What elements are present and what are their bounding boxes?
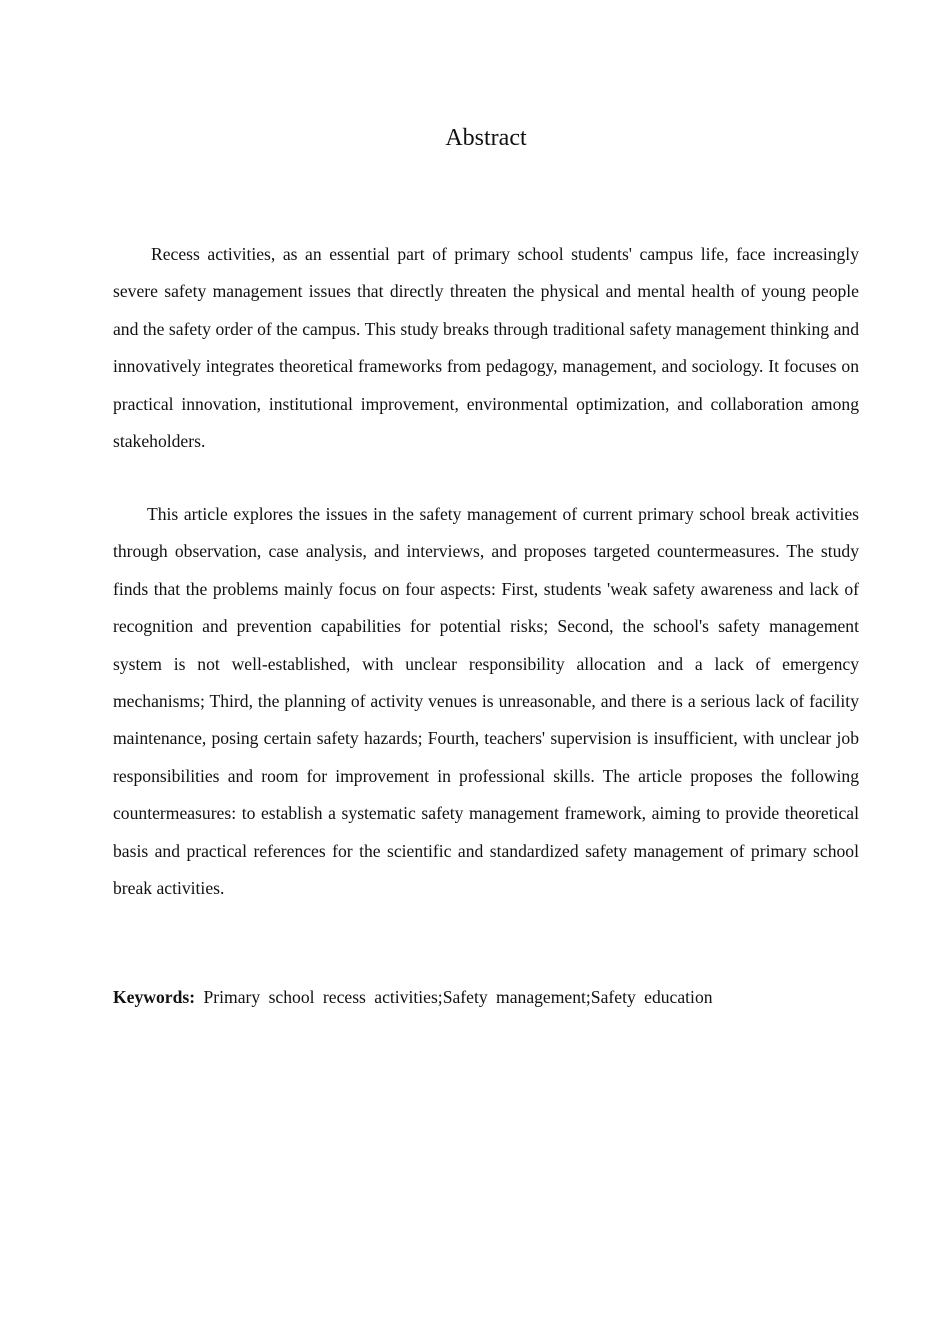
keywords-label: Keywords: [113, 987, 196, 1007]
abstract-paragraph-2: This article explores the issues in the safety management of current primary school break activities through observation, case analysis, and interviews, and proposes targeted countermeasures. The study finds that the problems mainly focus on four aspects: First, students 'weak safety awareness and lack of recognition and prevention capabilities for potential risks; Second, the school's safety management system is not well-established, with unclear responsibility allocation and a lack of emergency mechanisms; Third, the planning of activity venues is unreasonable, and there is a serious lack of facility maintenance, posing certain safety hazards; Fourth, teachers' supervision is insufficient, with unclear job responsibilities and room for improvement in professional skills. The article proposes the following countermeasures: to establish a systematic safety management framework, aiming to provide theoretical basis and practical references for the scientific and standardized safety management of primary school break activities. [113, 504, 859, 899]
abstract-paragraph-1: Recess activities, as an essential part of primary school students' campus life, face increasingly severe safety management issues that directly threaten the physical and mental health of young people and the safety order of the campus. This study breaks through traditional safety management thinking and innovatively integrates theoretical frameworks from pedagogy, management, and sociology. It focuses on practical innovation, institutional improvement, environmental optimization, and collaboration among stakeholders. [113, 244, 859, 452]
keywords-line [113, 982, 859, 1012]
keywords-text: Primary school recess activities;Safety management;Safety education [203, 987, 713, 1007]
page-title: Abstract [445, 125, 527, 151]
